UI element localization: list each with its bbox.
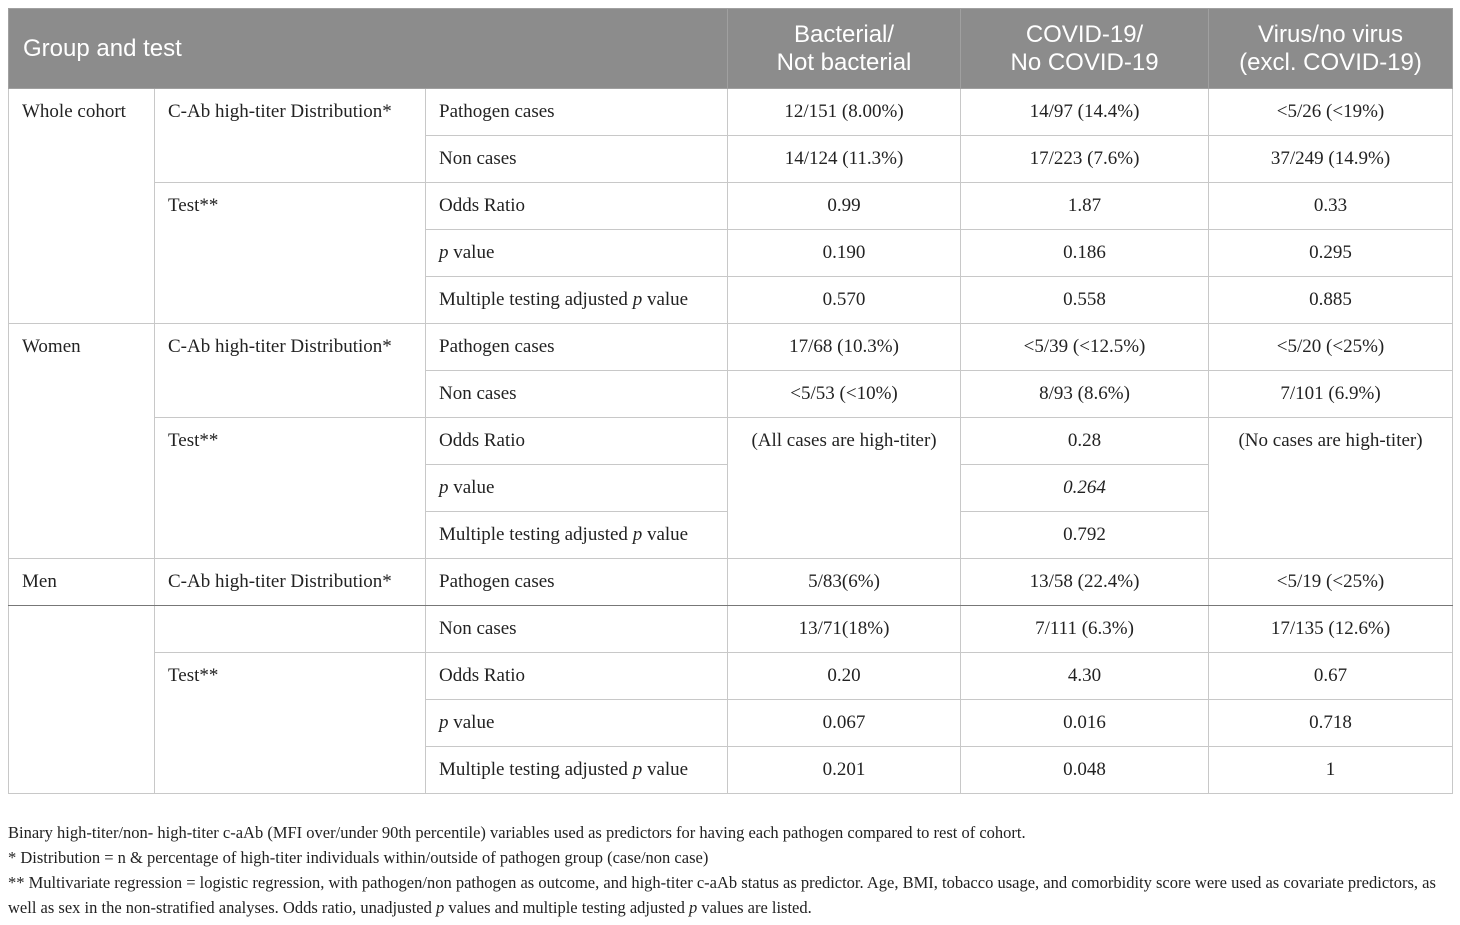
p-italic: p [632,289,643,310]
cell-value: <5/39 (<12.5%) [961,324,1209,371]
p-italic: p [436,898,445,917]
footnote-3-part-a: ** Multivariate regression = logistic regression, with pathogen/non pathogen as outcome, and high-titer c-aAb status as predictor. Age, BMI, tobacco usage, and comorbidity score were used as covariate predictors, as well as sex in the non-stratified analyses. Odds ratio, unadjusted [8,873,1436,917]
adj-label-post: value [642,759,689,780]
group-name: Women [9,324,155,559]
footnote-1: Binary high-titer/non- high-titer c-aAb (MFI over/under 90th percentile) variables used as predictors for having each pathogen compared to rest of cohort. [8,823,1026,842]
p-italic: p [439,242,449,263]
test-label: Test** [155,183,426,324]
p-italic: p [688,898,698,917]
cell-value: 1 [1209,747,1453,794]
cell-value: <5/19 (<25%) [1209,559,1453,606]
cell-value: 14/97 (14.4%) [961,89,1209,136]
footnote-2: * Distribution = n & percentage of high-titer individuals within/outside of pathogen group (case/non case) [8,848,709,867]
cell-value: 0.20 [728,653,961,700]
table-row [9,183,1453,230]
header-row [9,9,1453,89]
cell-value: 7/101 (6.9%) [1209,371,1453,418]
cell-value: 4.30 [961,653,1209,700]
cell-value: <5/26 (<19%) [1209,89,1453,136]
test-label: Test** [155,418,426,559]
cell-value: 0.33 [1209,183,1453,230]
results-table [8,8,1453,794]
distribution-label: C-Ab high-titer Distribution* [155,89,426,183]
row-label: Pathogen cases [426,89,728,136]
adj-label-pre: Multiple testing adjusted [439,524,633,545]
cell-value: 0.67 [1209,653,1453,700]
header-virus: Virus/no virus (excl. COVID-19) [1209,9,1453,89]
row-label [426,700,728,747]
table-footnotes [8,820,1456,920]
p-label-rest: value [448,242,495,263]
table-row [9,324,1453,371]
header-covid: COVID-19/ No COVID-19 [961,9,1209,89]
row-label: Non cases [426,606,728,653]
adj-label-post: value [642,524,689,545]
cell-value: 14/124 (11.3%) [728,136,961,183]
distribution-label: C-Ab high-titer Distribution* [155,324,426,418]
cell-value: 37/249 (14.9%) [1209,136,1453,183]
row-label [426,747,728,794]
table-row [9,653,1453,700]
cell-value: 0.264 [961,465,1209,512]
p-label-rest: value [448,712,495,733]
cell-value: 0.295 [1209,230,1453,277]
table-row [9,89,1453,136]
cell-value: 17/68 (10.3%) [728,324,961,371]
row-label: Pathogen cases [426,559,728,606]
cell-value: 7/111 (6.3%) [961,606,1209,653]
cell-value: 0.792 [961,512,1209,559]
cell-value: 0.067 [728,700,961,747]
results-table-container [8,8,1452,794]
note-no-cases-high-titer: (No cases are high-titer) [1209,418,1453,559]
cell-value: 0.718 [1209,700,1453,747]
adj-label-pre: Multiple testing adjusted [439,289,633,310]
header-bacterial: Bacterial/ Not bacterial [728,9,961,89]
row-label [426,230,728,277]
row-label: Non cases [426,371,728,418]
cell-value: 0.570 [728,277,961,324]
footnote-3-part-c: values are listed. [697,898,812,917]
row-label [426,277,728,324]
empty-cell [155,606,426,653]
cell-value: 8/93 (8.6%) [961,371,1209,418]
cell-value: 5/83(6%) [728,559,961,606]
cell-value: 0.885 [1209,277,1453,324]
table-row [9,559,1453,606]
table-row [9,606,1453,653]
cell-value: 0.28 [961,418,1209,465]
cell-value: <5/53 (<10%) [728,371,961,418]
cell-value: 1.87 [961,183,1209,230]
adj-label-pre: Multiple testing adjusted [439,759,633,780]
note-all-cases-high-titer: (All cases are high-titer) [728,418,961,559]
cell-value: 0.016 [961,700,1209,747]
row-label [426,512,728,559]
group-name: Whole cohort [9,89,155,324]
group-name: Men [9,559,155,606]
row-label: Odds Ratio [426,653,728,700]
cell-value: 0.201 [728,747,961,794]
cell-value: 0.186 [961,230,1209,277]
row-label: Odds Ratio [426,418,728,465]
empty-cell [9,606,155,794]
footnote-3-part-b: values and multiple testing adjusted [444,898,689,917]
p-label-rest: value [448,477,495,498]
cell-value: 12/151 (8.00%) [728,89,961,136]
cell-value: 13/71(18%) [728,606,961,653]
p-italic: p [439,712,449,733]
p-italic: p [632,524,643,545]
cell-value: 0.190 [728,230,961,277]
row-label: Pathogen cases [426,324,728,371]
table-row [9,418,1453,465]
cell-value: 0.558 [961,277,1209,324]
row-label: Odds Ratio [426,183,728,230]
distribution-label: C-Ab high-titer Distribution* [155,559,426,606]
cell-value: 0.048 [961,747,1209,794]
p-italic: p [632,759,643,780]
cell-value: 0.99 [728,183,961,230]
test-label: Test** [155,653,426,794]
adj-label-post: value [642,289,689,310]
cell-value: <5/20 (<25%) [1209,324,1453,371]
footnote-3 [8,870,1456,920]
row-label: Non cases [426,136,728,183]
cell-value: 13/58 (22.4%) [961,559,1209,606]
header-group-and-test: Group and test [9,9,728,89]
cell-value: 17/135 (12.6%) [1209,606,1453,653]
p-italic: p [439,477,449,498]
cell-value: 17/223 (7.6%) [961,136,1209,183]
row-label [426,465,728,512]
